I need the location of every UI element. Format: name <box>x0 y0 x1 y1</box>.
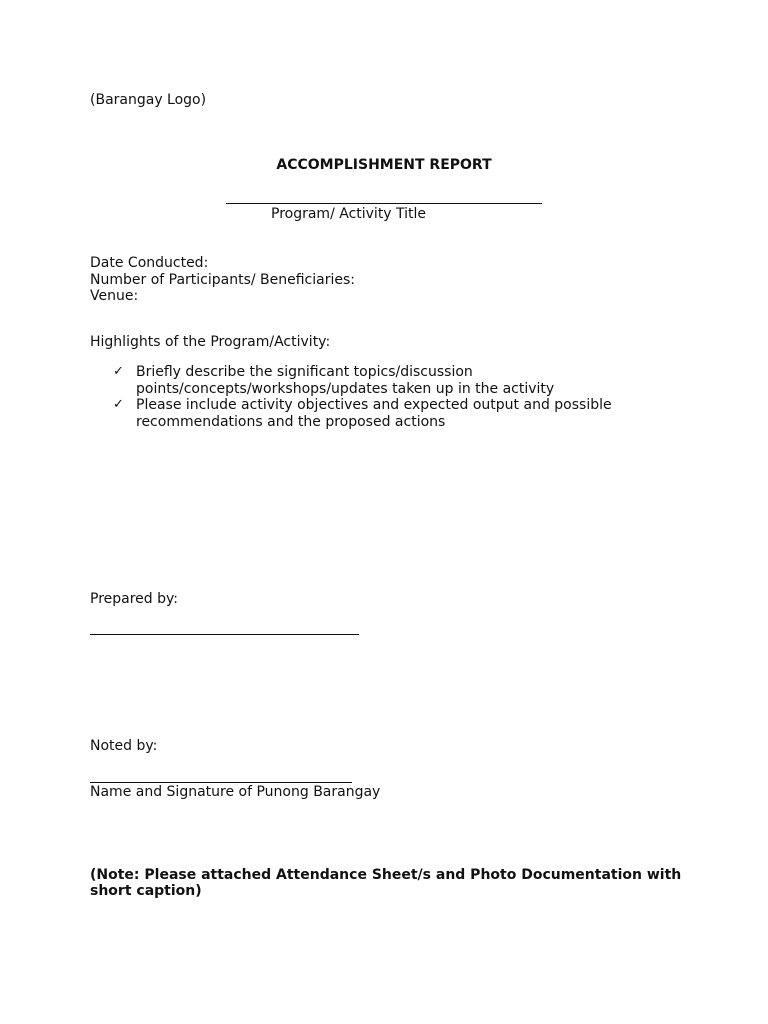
venue-label: Venue: <box>90 288 139 304</box>
note-line: (Note: Please attached Attendance Sheet/s and Photo Documentation with <box>90 867 682 883</box>
checkmark-icon: ✓ <box>113 364 124 379</box>
list-item-line: recommendations and the proposed actions <box>136 413 446 430</box>
noted-by-caption: Name and Signature of Punong Barangay <box>90 784 381 800</box>
program-title-caption: Program/ Activity Title <box>271 206 427 222</box>
report-title: ACCOMPLISHMENT REPORT <box>276 157 492 173</box>
list-item <box>110 397 612 430</box>
list-item-line: Briefly describe the significant topics/discussion <box>136 364 473 380</box>
note-line: short caption) <box>90 883 202 899</box>
noted-by-signature-line <box>90 782 352 783</box>
list-item <box>110 364 612 397</box>
date-conducted-label: Date Conducted: <box>90 255 209 271</box>
prepared-by-signature-line <box>90 634 359 635</box>
checkmark-icon: ✓ <box>113 397 124 412</box>
highlights-list <box>110 364 612 430</box>
participants-label: Number of Participants/ Beneficiaries: <box>90 272 355 288</box>
prepared-by-label: Prepared by: <box>90 591 178 607</box>
list-item-line: points/concepts/workshops/updates taken up in the activity <box>136 380 555 397</box>
program-title-line <box>226 203 542 204</box>
barangay-logo-placeholder: (Barangay Logo) <box>90 92 207 108</box>
highlights-heading: Highlights of the Program/Activity: <box>90 334 331 350</box>
list-item-line: Please include activity objectives and expected output and possible <box>136 397 612 413</box>
noted-by-label: Noted by: <box>90 738 158 754</box>
